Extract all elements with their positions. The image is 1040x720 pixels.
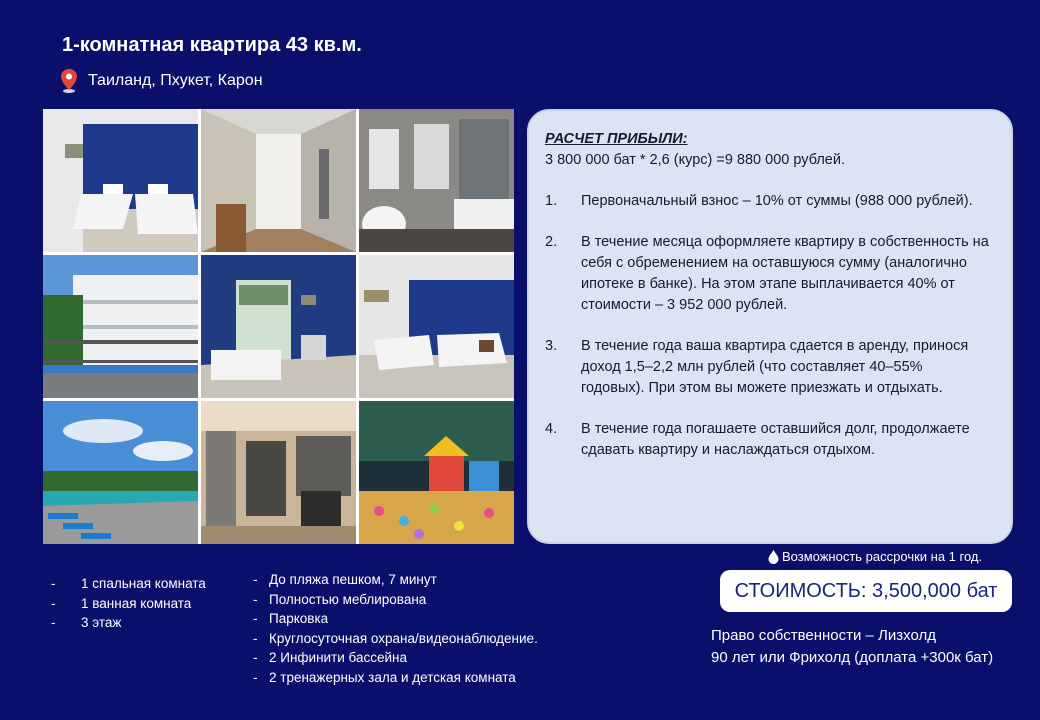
step-number: 1. [545,193,558,209]
kids-room-photo[interactable] [359,401,514,544]
step-text: В течение года ваша квартира сдается в аренду, принося доход 1,5–2,2 млн рублей (что составляет 40–55% годовых). При этом вы можете приезжать и отдыхать. [581,338,969,396]
step-text: В течение месяца оформляете квартиру в собственность на себя с обременением на оставшуюся сумму (аналогично ипотеке в банке). На этом этапе выплачивается 40% от стоимости – 3 952 000 рублей. [581,234,989,313]
location-text: Таиланд, Пхукет, Карон [88,72,263,89]
profit-step [545,336,995,399]
feature-text: 3 этаж [81,615,122,631]
installment-note [768,549,982,564]
ownership-line-1: Право собственности – Лизхолд [711,627,937,644]
list-dash: - [253,650,258,666]
list-item [247,648,538,668]
list-dash: - [51,595,56,611]
bedroom-photo[interactable] [43,109,198,252]
pool-view-photo[interactable] [43,401,198,544]
profit-step [545,419,995,461]
list-dash: - [253,630,258,646]
list-item [247,668,538,688]
feature-text: Круглосуточная охрана/видеонаблюдение. [269,630,538,646]
installment-text: Возможность рассрочки на 1 год. [782,549,983,564]
list-item [247,609,538,629]
ownership-line-2: 90 лет или Фрихолд (доплата +300к бат) [711,649,994,666]
location-row [60,68,263,94]
step-number: 4. [545,421,558,437]
feature-text: 2 тренажерных зала и детская комната [269,669,516,685]
gym-photo[interactable] [201,401,356,544]
profit-formula: 3 800 000 бат * 2,6 (курс) =9 880 000 рублей. [545,152,845,168]
ownership-info [711,625,993,669]
price-badge: СТОИМОСТЬ: 3,500,000 бат [720,570,1012,612]
list-item [247,629,538,649]
feature-text: 1 ванная комната [81,595,192,611]
list-item [45,613,206,633]
list-dash: - [253,572,258,588]
list-dash: - [253,591,258,607]
profit-step [545,191,995,212]
building-exterior-photo[interactable] [43,255,198,398]
feature-text: 1 спальная комната [81,576,206,592]
apartment-features-list [45,574,206,633]
bathroom-photo[interactable] [359,109,514,252]
step-number: 3. [545,338,558,354]
list-dash: - [51,615,56,631]
list-item [45,574,206,594]
step-text: В течение года погашаете оставшийся долг, продолжаете сдавать квартиру и наслаждаться отдыхом. [581,421,970,458]
feature-text: 2 Инфинити бассейна [269,650,407,666]
feature-text: До пляжа пешком, 7 минут [269,572,437,588]
profit-calculation-card [527,109,1013,544]
list-dash: - [253,669,258,685]
list-dash: - [253,611,258,627]
bedroom-second-view-photo[interactable] [359,255,514,398]
room-balcony-photo[interactable] [201,255,356,398]
list-item [247,570,538,590]
complex-features-list [247,570,538,687]
step-number: 2. [545,234,558,250]
profit-step [545,232,995,316]
hallway-photo[interactable] [201,109,356,252]
map-pin-icon [60,68,78,94]
listing-title: 1-комнатная квартира 43 кв.м. [62,34,362,56]
feature-text: Парковка [269,611,329,627]
list-dash: - [51,576,56,592]
list-item [247,590,538,610]
photo-gallery [43,109,514,544]
flame-icon [768,550,779,564]
step-text: Первоначальный взнос – 10% от суммы (988 000 рублей). [581,193,973,209]
list-item [45,594,206,614]
profit-steps [545,191,995,461]
profit-heading: РАСЧЕТ ПРИБЫЛИ: [545,131,688,147]
feature-text: Полностью меблирована [269,591,427,607]
